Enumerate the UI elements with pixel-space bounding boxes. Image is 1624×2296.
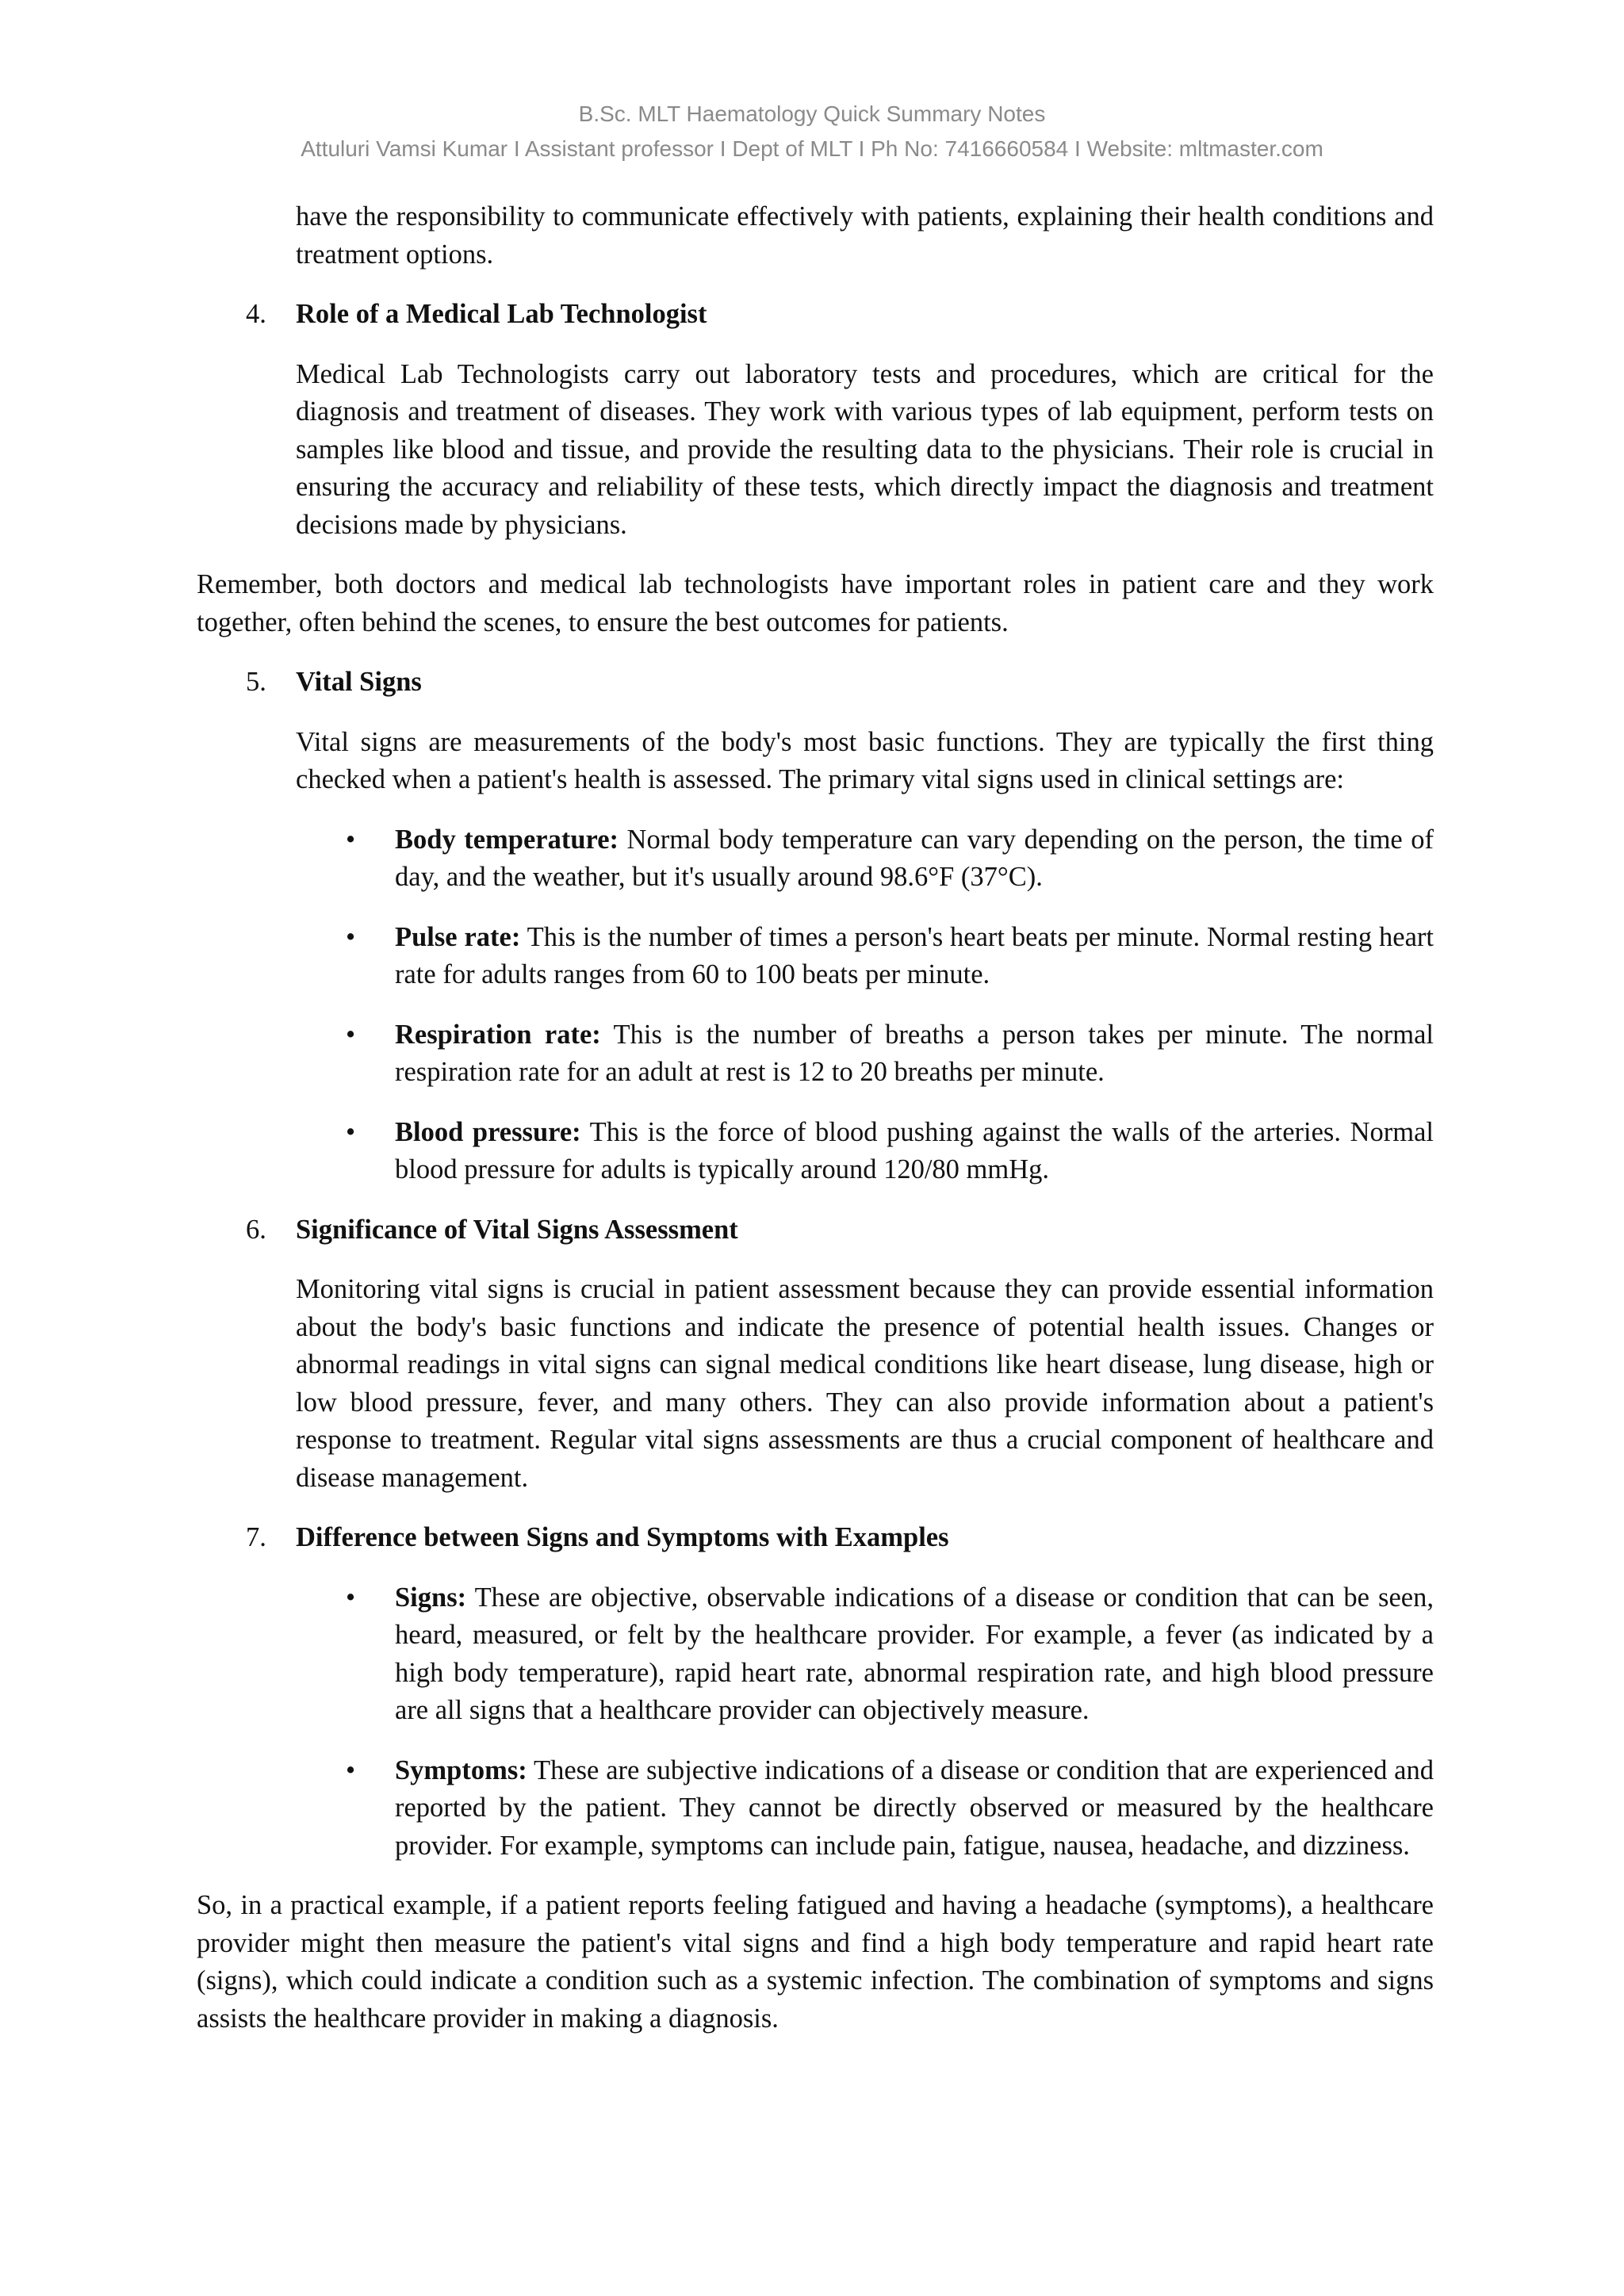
section-5-title: Vital Signs [296,667,422,697]
section-4-body: Medical Lab Technologists carry out laboratory tests and procedures, which are critical for the diagnosis and treatment of diseases. They work with various types of lab equipment, perform tests on samples like blood and tissue, and provide the resulting data to the physicians. Their role is crucial in ensuring the accuracy and reliability of these tests, which directly impact the diagnosis and treatment decisions made by physicians. [296,358,1434,540]
bullet-glyph: • [346,1116,356,1147]
section-4-number: 4. [246,299,266,329]
list-item-term: Pulse rate: [395,921,521,952]
bullet-glyph: • [346,1755,356,1785]
section-6-heading [246,1211,1434,1249]
bullet-glyph: • [346,921,356,952]
section-5-body: Vital signs are measurements of the body's most basic functions. They are typically the first thing checked when a patient's health is assessed. The primary vital signs used in clinical settings are: [296,726,1434,794]
section-5-heading [246,664,1434,702]
section-6-body: Monitoring vital signs is crucial in patient assessment because they can provide essential information about the body's basic functions and indicate the presence of potential health issues. Changes or abnormal readings in vital signs can signal medical conditions like heart disease, lung disease, high or low blood pressure, fever, and many others. They can also provide information about a patient's response to treatment. Regular vital signs assessments are thus a crucial component of healthcare and disease management. [296,1274,1434,1493]
bullet-glyph: • [346,1019,356,1050]
list-item-text: This is the number of times a person's heart beats per minute. Normal resting heart rate for adults ranges from 60 to 100 beats per minute. [395,921,1434,989]
list-item-term: Body temperature: [395,824,619,855]
section-4-title: Role of a Medical Lab Technologist [296,299,707,329]
list-item-text: These are subjective indications of a disease or condition that are experienced and reported by the patient. They cannot be directly observed or measured by the healthcare provider. For example, symptoms can include pain, fatigue, nausea, headache, and dizziness. [395,1755,1434,1861]
section-6-title: Significance of Vital Signs Assessment [296,1214,738,1245]
section-5-number: 5. [246,667,266,697]
list-item-term: Blood pressure: [395,1116,581,1147]
list-item-term: Respiration rate: [395,1019,601,1050]
bullet-glyph: • [346,824,356,855]
list-item-term: Symptoms: [395,1755,527,1785]
signs-symptoms-list [197,1579,1434,1866]
section-7-number: 7. [246,1522,266,1552]
vital-signs-list [197,821,1434,1189]
list-item [346,821,1434,897]
list-item [346,919,1434,994]
list-item [346,1016,1434,1092]
header-author-line: Attuluri Vamsi Kumar I Assistant professor I Dept of MLT I Ph No: 7416660584 I Website: mltmaster.com [301,136,1323,161]
list-item-text: This is the number of breaths a person takes per minute. The normal respiration rate for an adult at rest is 12 to 20 breaths per minute. [395,1019,1434,1087]
list-item-text: This is the force of blood pushing against the walls of the arteries. Normal blood pressure for adults is typically around 120/80 mmHg. [395,1116,1434,1184]
header-title: B.Sc. MLT Haematology Quick Summary Notes [578,101,1046,126]
section-6-number: 6. [246,1214,266,1245]
document-body [197,198,1434,2038]
page-header [0,97,1624,166]
bullet-glyph: • [346,1582,356,1613]
closing-paragraph: So, in a practical example, if a patient reports feeling fatigued and having a headache (symptoms), a healthcare provider might then measure the patient's vital signs and find a high body temperature and rapid heart rate (signs), which could indicate a condition such as a systemic infection. The combination of symptoms and signs assists the healthcare provider in making a diagnosis. [197,1890,1434,2034]
section-4-heading [246,296,1434,334]
list-item-term: Signs: [395,1582,467,1613]
remember-paragraph: Remember, both doctors and medical lab technologists have important roles in patient care and they work together, often behind the scenes, to ensure the best outcomes for patients. [197,569,1434,637]
list-item-text: Normal body temperature can vary depending on the person, the time of day, and the weather, but it's usually around 98.6°F (37°C). [395,824,1434,892]
list-item [346,1579,1434,1730]
list-item [346,1114,1434,1189]
list-item-text: These are objective, observable indications of a disease or condition that can be seen, heard, measured, or felt by the healthcare provider. For example, a fever (as indicated by a high body temperature), rapid heart rate, abnormal respiration rate, and high blood pressure are all signs that a healthcare provider can objectively measure. [395,1582,1434,1725]
section-7-heading [246,1519,1434,1557]
list-item [346,1752,1434,1866]
intro-continuation-paragraph: have the responsibility to communicate effectively with patients, explaining their health conditions and treatment options. [296,201,1434,270]
section-7-title: Difference between Signs and Symptoms with Examples [296,1522,949,1552]
